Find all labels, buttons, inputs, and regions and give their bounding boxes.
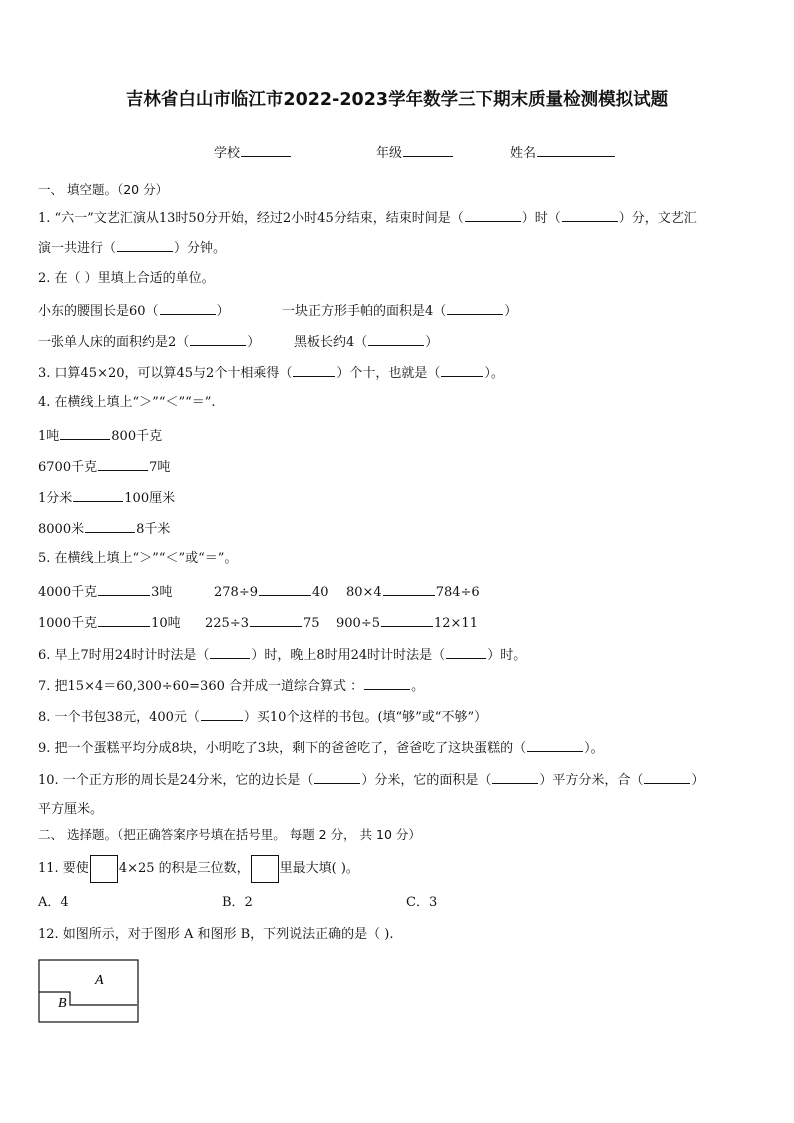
dividing-line	[39, 992, 137, 1005]
q5-right: 3吨	[151, 585, 173, 600]
question-6	[38, 645, 526, 665]
q1-blank-duration[interactable]	[117, 238, 173, 252]
question-4-item	[38, 426, 162, 446]
question-4-item	[38, 519, 170, 539]
question-4-heading: 4. 在横线上填上“＞”“＜”“＝”.	[38, 395, 216, 410]
question-5-item	[346, 582, 480, 602]
q8-text-a: 8. 一个书包38元，400元（	[38, 710, 200, 725]
question-4-item	[38, 488, 175, 508]
q1-text-d: 演一共进行（	[38, 241, 117, 256]
q3-text-a: 3. 口算45×20，可以算45与2个十相乘得（	[38, 366, 293, 381]
q10-text-b: ）分米，它的面积是（	[361, 773, 492, 788]
q2-blank-bed[interactable]	[190, 332, 246, 346]
section-2-heading: 二、 选择题。（把正确答案序号填在括号里。 每题 2 分， 共 10 分）	[38, 827, 421, 842]
q2-paren-bed: ）	[247, 335, 261, 350]
shape-b-label: B	[58, 996, 67, 1011]
q11-option-b[interactable]: B．2	[222, 895, 253, 910]
q1-text-e: ）分钟。	[174, 241, 227, 256]
question-5-item	[214, 582, 329, 602]
q6-text-a: 6. 早上7时用24时计时法是（	[38, 648, 210, 663]
question-5-item	[38, 582, 172, 602]
question-4-item	[38, 457, 170, 477]
q4-right: 8千米	[136, 522, 171, 537]
q2-paren-waist: ）	[216, 304, 230, 319]
q10-blank-side[interactable]	[314, 770, 360, 784]
name-blank[interactable]	[537, 143, 615, 157]
q5-left: 225÷3	[205, 616, 249, 631]
q5-blank[interactable]	[98, 582, 150, 596]
q5-right: 40	[311, 585, 329, 600]
q12-figure	[38, 958, 140, 1030]
question-7	[38, 676, 424, 696]
question-12: 12. 如图所示，对于图形 A 和图形 B，下列说法正确的是（ ).	[38, 927, 394, 942]
q2-paren-handkerchief: ）	[504, 304, 518, 319]
question-1-line-2	[38, 238, 226, 258]
shape-a-label: A	[95, 973, 104, 988]
q1-text-c: ）分，文艺汇	[618, 211, 697, 226]
q9-text-a: 9. 把一个蛋糕平均分成8块，小明吃了3块，剩下的爸爸吃了，爸爸吃了这块蛋糕的（	[38, 741, 527, 756]
q5-blank[interactable]	[98, 613, 150, 627]
question-11	[38, 854, 359, 884]
question-1-line-1	[38, 208, 697, 228]
q4-left: 1分米	[38, 491, 73, 506]
q6-text-c: ）时。	[487, 648, 527, 663]
q5-blank[interactable]	[259, 582, 311, 596]
q5-left: 4000千克	[38, 585, 98, 600]
q11-option-c[interactable]: C．3	[406, 895, 438, 910]
q4-right: 100厘米	[124, 491, 176, 506]
q5-right: 784÷6	[435, 585, 480, 600]
q10-text-d: ）	[691, 773, 705, 788]
question-2-item-waist	[38, 301, 230, 321]
q1-text-a: 1. “六一”文艺汇演从13时50分开始，经过2小时45分结束，结束时间是（	[38, 211, 464, 226]
q6-text-b: ）时，晚上8时用24时计时法是（	[251, 648, 446, 663]
q10-blank-area-dm[interactable]	[492, 770, 538, 784]
q1-blank-end-minute[interactable]	[562, 208, 618, 222]
q5-right: 75	[302, 616, 320, 631]
q2-blank-blackboard[interactable]	[368, 332, 424, 346]
question-2-item-handkerchief	[282, 301, 517, 321]
q10-blank-area-cm[interactable]	[644, 770, 690, 784]
grade-label: 年级	[376, 146, 403, 161]
q4-left: 1吨	[38, 429, 60, 444]
q4-blank[interactable]	[85, 519, 135, 533]
q9-blank[interactable]	[527, 738, 583, 752]
q11-box-1[interactable]	[90, 855, 118, 883]
outer-rectangle	[39, 960, 138, 1022]
q7-text-a: 7. 把15×4＝60,300÷60=360 合并成一道综合算式 ：	[38, 679, 364, 694]
question-2-item-bed	[38, 332, 260, 352]
q1-text-b: ）时（	[521, 211, 561, 226]
q2-text-handkerchief: 一块正方形手帕的面积是4（	[282, 304, 447, 319]
q4-blank[interactable]	[60, 426, 110, 440]
q5-right: 10吨	[151, 616, 181, 631]
question-10-line-1	[38, 770, 704, 790]
q4-right: 7吨	[149, 460, 171, 475]
q9-text-b: ）。	[584, 741, 604, 756]
grade-blank[interactable]	[403, 143, 453, 157]
q3-text-b: ）个十，也就是（	[336, 366, 441, 381]
q3-text-c: ）。	[484, 366, 504, 381]
q2-text-blackboard: 黑板长约4（	[294, 335, 368, 350]
q5-left: 278÷9	[214, 585, 258, 600]
question-5-item	[336, 613, 478, 633]
q11-text-c: 里最大填( )。	[279, 861, 359, 876]
question-3	[38, 363, 504, 383]
q7-text-b: 。	[411, 679, 425, 694]
school-blank[interactable]	[241, 143, 291, 157]
q6-blank-morning[interactable]	[210, 645, 250, 659]
q3-blank-tens[interactable]	[293, 363, 335, 377]
q11-text-b: 4×25 的积是三位数，	[118, 861, 250, 876]
q8-text-b: ）买10个这样的书包。(填“够”或“不够”）	[243, 710, 488, 725]
q2-blank-waist[interactable]	[160, 301, 216, 315]
q7-blank[interactable]	[364, 676, 410, 690]
q4-blank[interactable]	[73, 488, 123, 502]
name-field	[510, 142, 616, 161]
q2-paren-blackboard: ）	[425, 335, 439, 350]
question-5-item	[205, 613, 320, 633]
q10-text-a: 10. 一个正方形的周长是24分米，它的边长是（	[38, 773, 314, 788]
question-5-item	[38, 613, 181, 633]
q6-blank-evening[interactable]	[446, 645, 486, 659]
school-label: 学校	[214, 146, 241, 161]
question-2-heading: 2. 在（ ）里填上合适的单位。	[38, 271, 215, 286]
shapes-a-b-diagram	[38, 958, 140, 1026]
q5-left: 900÷5	[336, 616, 380, 631]
section-1-heading: 一、 填空题。（20 分）	[38, 182, 169, 197]
q11-box-2[interactable]	[251, 855, 279, 883]
school-field	[214, 142, 292, 161]
q3-blank-result[interactable]	[441, 363, 483, 377]
q8-blank[interactable]	[201, 707, 243, 721]
q10-text-c: ）平方分米，合（	[539, 773, 644, 788]
q2-text-bed: 一张单人床的面积约是2（	[38, 335, 190, 350]
page-title: 吉林省白山市临江市2022-2023学年数学三下期末质量检测模拟试题	[125, 90, 669, 110]
q2-text-waist: 小东的腰围长是60（	[38, 304, 159, 319]
q4-right: 800千克	[111, 429, 163, 444]
q5-left: 1000千克	[38, 616, 98, 631]
question-2-item-blackboard	[294, 332, 438, 352]
q5-blank[interactable]	[381, 613, 433, 627]
q11-option-a[interactable]: A．4	[38, 895, 69, 910]
question-5-heading: 5. 在横线上填上“＞”“＜”或“＝”。	[38, 551, 238, 566]
q5-blank[interactable]	[383, 582, 435, 596]
grade-field	[376, 142, 454, 161]
q2-blank-handkerchief[interactable]	[447, 301, 503, 315]
q5-blank[interactable]	[250, 613, 302, 627]
name-label: 姓名	[510, 146, 537, 161]
q4-left: 8000米	[38, 522, 85, 537]
question-10-line-2: 平方厘米。	[38, 802, 104, 817]
question-9	[38, 738, 604, 758]
q5-right: 12×11	[433, 616, 478, 631]
q4-left: 6700千克	[38, 460, 98, 475]
q4-blank[interactable]	[98, 457, 148, 471]
question-8	[38, 707, 487, 727]
q1-blank-end-hour[interactable]	[465, 208, 521, 222]
q11-text-a: 11. 要使	[38, 861, 89, 876]
q5-left: 80×4	[346, 585, 382, 600]
